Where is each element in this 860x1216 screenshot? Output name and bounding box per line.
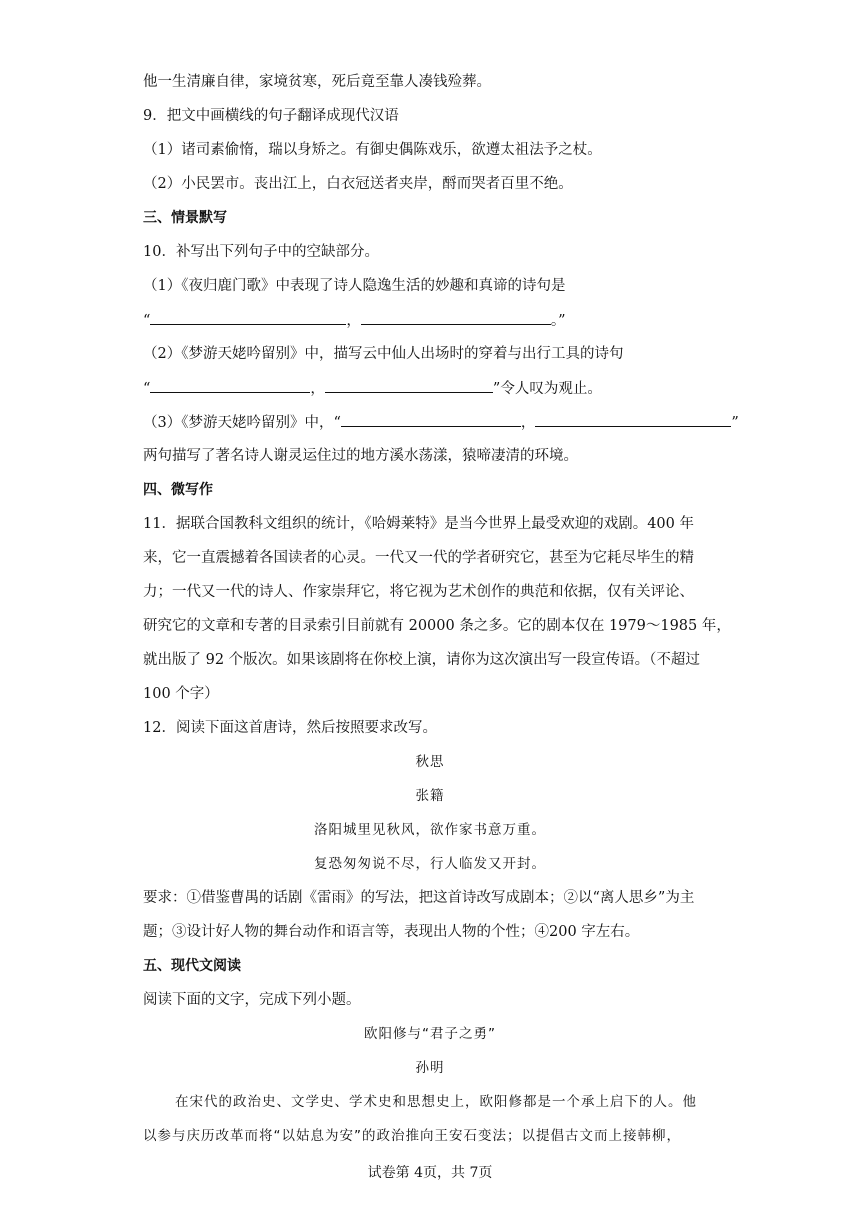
question-10-part-3-tail: 两句描写了著名诗人谢灵运住过的地方溪水荡漾，猿啼凄清的环境。 <box>143 448 578 464</box>
question-9: 9．把文中画横线的句子翻译成现代汉语 <box>143 108 399 124</box>
question-10-part-1-blanks <box>143 310 566 331</box>
requirements-line-1: 要求：①借鉴曹禺的话剧《雷雨》的写法，把这首诗改写成剧本；②以“离人思乡”为主 <box>143 890 695 906</box>
comma: ， <box>520 415 536 431</box>
requirements-line-2: 题；③设计好人物的舞台动作和语言等，表现出人物的个性；④200 字左右。 <box>143 924 640 940</box>
question-11-line: 研究它的文章和专著的目录索引目前就有 20000 条之多。它的剧本仅在 1979～1985 年， <box>143 618 731 634</box>
answer-blank[interactable] <box>150 310 346 325</box>
article-paragraph-line: 以参与庆历改革而将“以姑息为安”的政治推向王安石变法；以提倡古文而上接韩柳， <box>143 1128 681 1144</box>
question-9-part-1: （1）诸司素偷惰，瑞以身矫之。有御史偶陈戏乐，欲遵太祖法予之杖。 <box>143 142 602 158</box>
answer-blank[interactable] <box>535 412 731 427</box>
close-quote-tail: ”令人叹为观止。 <box>492 381 602 397</box>
reading-intro: 阅读下面的文字，完成下列小题。 <box>143 992 361 1008</box>
question-9-part-2: （2）小民罢市。丧出江上，白衣冠送者夹岸，酹而哭者百里不绝。 <box>143 176 573 192</box>
question-12: 12．阅读下面这首唐诗，然后按照要求改写。 <box>143 720 437 736</box>
question-11-line: 11．据联合国教科文组织的统计，《哈姆莱特》是当今世界上最受欢迎的戏剧。400 年 <box>143 516 694 532</box>
answer-blank[interactable] <box>341 412 521 427</box>
article-author: 孙明 <box>415 1060 445 1076</box>
question-10: 10．补写出下列句子中的空缺部分。 <box>143 244 379 260</box>
question-11-line: 力；一代又一代的诗人、作家崇拜它，将它视为艺术创作的典范和依据，仅有关评论、 <box>143 584 694 600</box>
poem-author: 张籍 <box>415 788 445 804</box>
open-quote: “ <box>143 381 151 397</box>
question-11-line: 100 个字） <box>143 686 219 702</box>
article-title: 欧阳修与“君子之勇” <box>364 1026 496 1042</box>
open-quote: “ <box>143 313 151 329</box>
comma: ， <box>310 381 325 397</box>
question-10-part-3-blanks <box>143 412 739 433</box>
poem-line-1: 洛阳城里见秋风，欲作家书意万重。 <box>314 822 546 838</box>
close-quote: ” <box>731 415 739 431</box>
comma: ， <box>346 313 361 329</box>
page-footer: 试卷第 4页，共 7页 <box>367 1165 493 1181</box>
close-quote: 。” <box>550 313 566 329</box>
poem-line-2: 复恐匆匆说不尽，行人临发又开封。 <box>314 856 546 872</box>
article-paragraph-line: 在宋代的政治史、文学史、学术史和思想史上，欧阳修都是一个承上启下的人。他 <box>175 1094 697 1110</box>
section-3-heading: 三、情景默写 <box>143 210 227 226</box>
q10-3-prefix: （3）《梦游天姥吟留别》中，“ <box>143 415 341 431</box>
section-5-heading: 五、现代文阅读 <box>143 958 241 974</box>
question-10-part-2-blanks <box>143 378 602 399</box>
answer-blank[interactable] <box>325 378 493 393</box>
question-11-line: 来，它一直震撼着各国读者的心灵。一代又一代的学者研究它，甚至为它耗尽毕生的精 <box>143 550 694 566</box>
question-10-part-2: （2）《梦游天姥吟留别》中，描写云中仙人出场时的穿着与出行工具的诗句 <box>143 346 624 362</box>
section-4-heading: 四、微写作 <box>143 482 213 498</box>
answer-blank[interactable] <box>150 378 310 393</box>
answer-blank[interactable] <box>361 310 551 325</box>
passage-last-line: 他一生清廉自律，家境贫寒，死后竟至靠人凑钱殓葬。 <box>143 74 491 90</box>
poem-title: 秋思 <box>415 754 445 770</box>
question-11-line: 就出版了 92 个版次。如果该剧将在你校上演，请你为这次演出写一段宣传语。（不超过 <box>143 652 700 668</box>
question-10-part-1: （1）《夜归鹿门歌》中表现了诗人隐逸生活的妙趣和真谛的诗句是 <box>143 278 566 294</box>
